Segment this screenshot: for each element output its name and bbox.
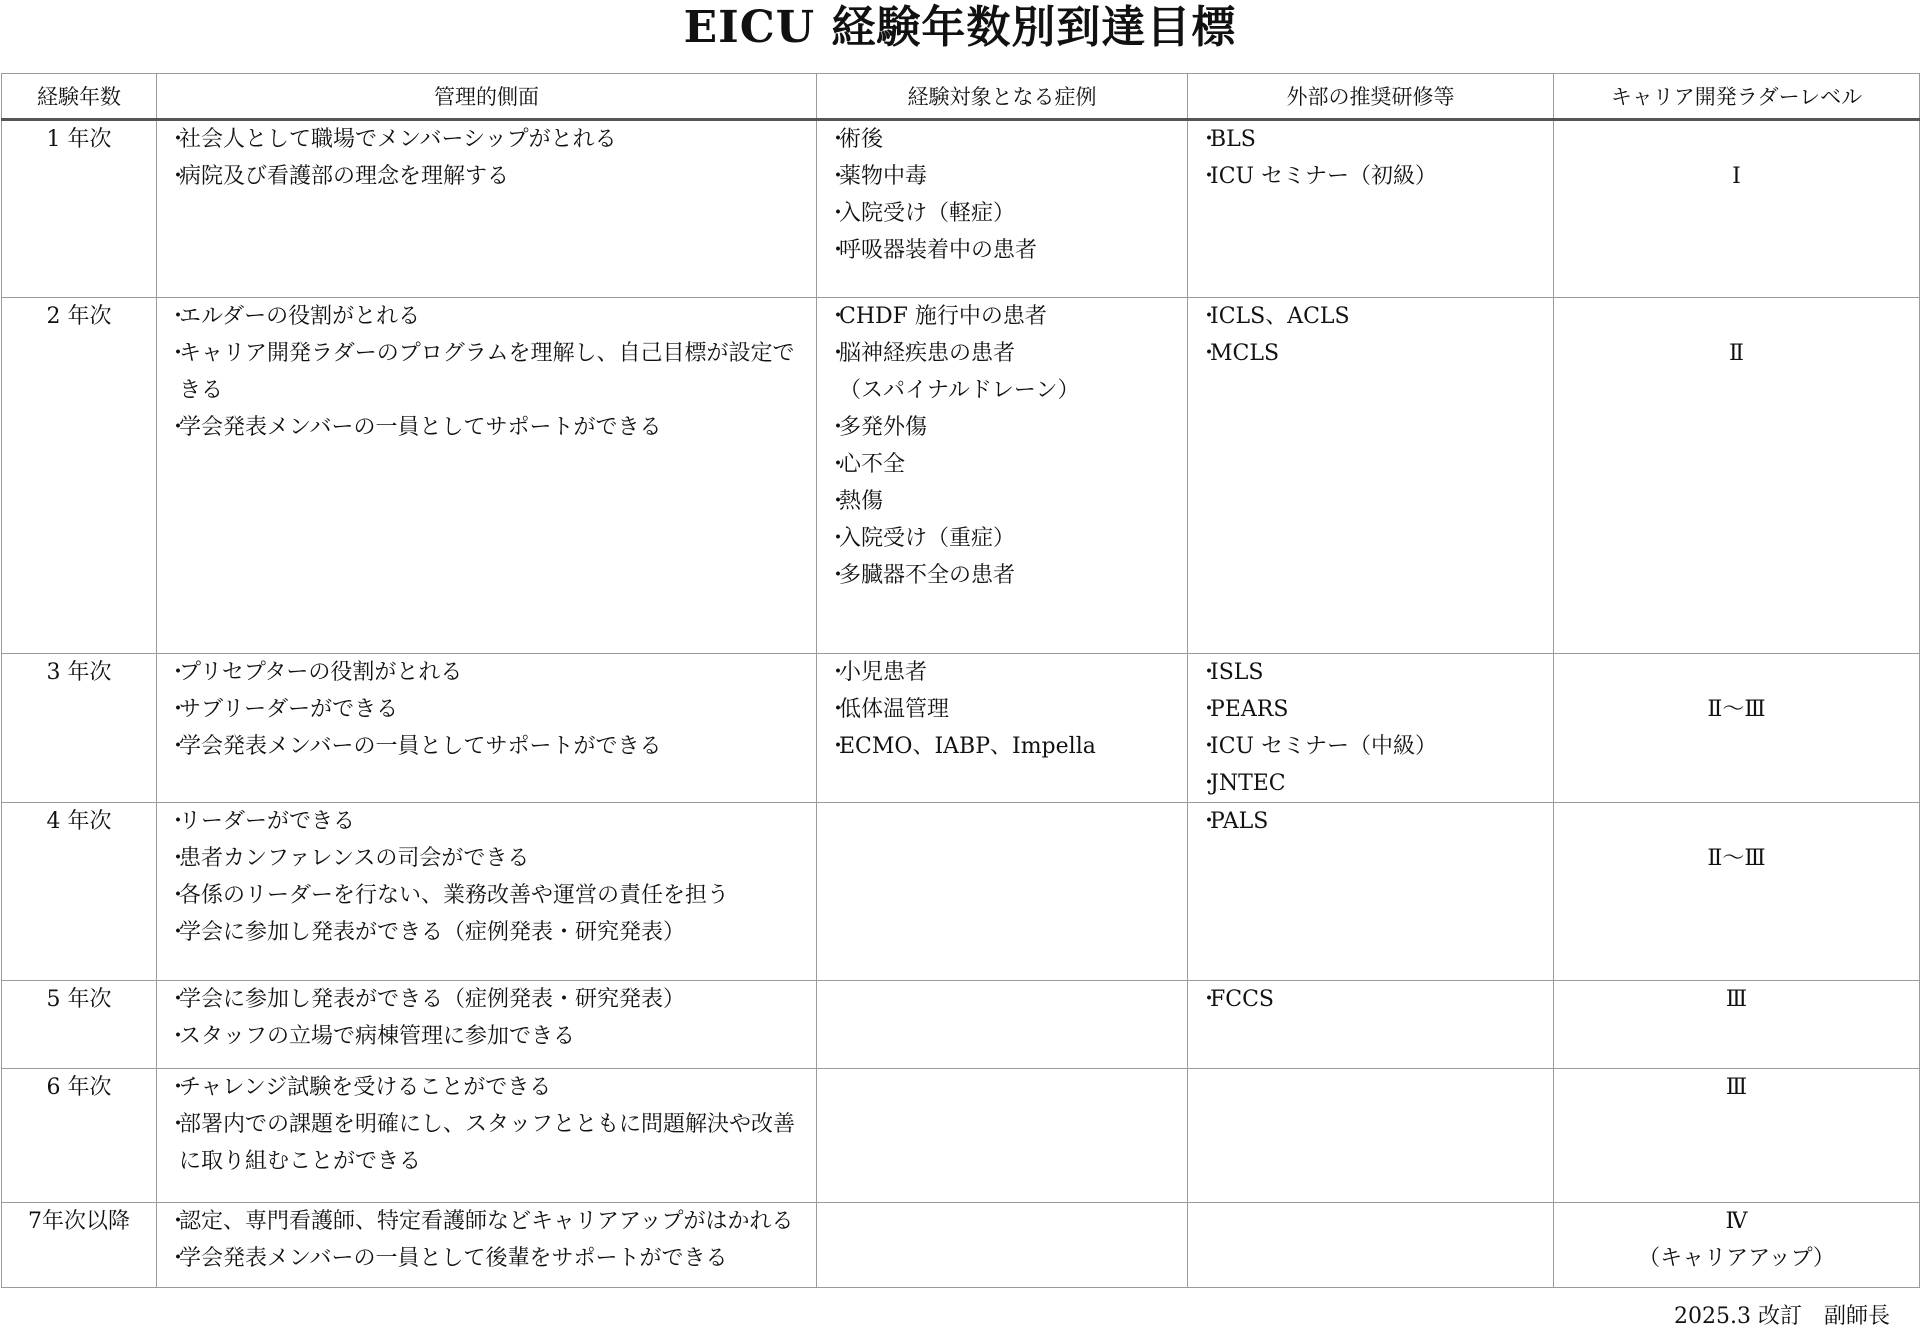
list-item: ・ ICLS、ACLS (1198, 298, 1553, 335)
level-cell (1554, 1203, 1920, 1288)
header-management: 管理的側面 (157, 74, 817, 120)
cases-cell (817, 120, 1188, 298)
list-item: ・ スタッフの立場で病棟管理に参加できる (167, 1018, 816, 1055)
cases-cell (817, 803, 1188, 981)
year-cell: 3 年次 (2, 654, 157, 803)
header-ladder: キャリア開発ラダーレベル (1554, 74, 1920, 120)
list-item: ・ プリセプターの役割がとれる (167, 654, 816, 691)
training-cell (1188, 1203, 1554, 1288)
table-row (2, 298, 1920, 654)
list-item: ・ 熱傷 (827, 483, 1187, 520)
level-value: Ⅰ (1732, 164, 1741, 189)
cases-cell (817, 654, 1188, 803)
training-cell (1188, 120, 1554, 298)
level-cell (1554, 981, 1920, 1069)
cases-cell (817, 298, 1188, 654)
list-item: ・ 多発外傷 (827, 409, 1187, 446)
year-cell: 6 年次 (2, 1069, 157, 1203)
list-item: ・ 学会に参加し発表ができる（症例発表・研究発表） (167, 981, 816, 1018)
list-item: ・ ECMO、IABP、Impella (827, 728, 1187, 765)
list-item: ・ キャリア開発ラダーのプログラムを理解し、自己目標が設定できる (167, 335, 816, 409)
list-item: ・ 入院受け（重症） (827, 520, 1187, 557)
year-cell: 5 年次 (2, 981, 157, 1069)
table-row (2, 803, 1920, 981)
table-row (2, 981, 1920, 1069)
list-item: ・ ICU セミナー（中級） (1198, 728, 1553, 765)
level-cell (1554, 654, 1920, 803)
list-item: ・ 術後 (827, 121, 1187, 158)
level-value: Ⅳ (1725, 1209, 1748, 1234)
header-training: 外部の推奨研修等 (1188, 74, 1554, 120)
list-item: ・ 学会発表メンバーの一員としてサポートができる (167, 409, 816, 446)
table-row (2, 1069, 1920, 1203)
list-item: ・ 学会に参加し発表ができる（症例発表・研究発表） (167, 914, 816, 951)
level-cell (1554, 803, 1920, 981)
list-item: ・ 認定、専門看護師、特定看護師などキャリアアップがはかれる (167, 1203, 816, 1240)
table-row (2, 120, 1920, 298)
list-item: ・ MCLS (1198, 335, 1553, 372)
list-item: ・ 心不全 (827, 446, 1187, 483)
list-item: ・ 小児患者 (827, 654, 1187, 691)
training-cell (1188, 654, 1554, 803)
training-cell (1188, 298, 1554, 654)
management-cell (157, 981, 817, 1069)
page-title: EICU 経験年数別到達目標 (683, 2, 1237, 53)
management-cell (157, 654, 817, 803)
list-item: ・ PALS (1198, 803, 1553, 840)
header-row (2, 74, 1920, 120)
revision-note: 2025.3 改訂 副師長 (1674, 1304, 1890, 1329)
level-value: Ⅲ (1725, 987, 1748, 1012)
list-item: ・ FCCS (1198, 981, 1553, 1018)
training-cell (1188, 803, 1554, 981)
list-item: ・ CHDF 施行中の患者 (827, 298, 1187, 335)
level-cell (1554, 298, 1920, 654)
level-value: Ⅱ～Ⅲ (1707, 846, 1766, 871)
list-item: ・ 呼吸器装着中の患者 (827, 232, 1187, 269)
training-cell (1188, 981, 1554, 1069)
list-item: ・ 患者カンファレンスの司会ができる (167, 840, 816, 877)
training-cell (1188, 1069, 1554, 1203)
list-item: ・ サブリーダーができる (167, 691, 816, 728)
management-cell (157, 298, 817, 654)
management-cell (157, 120, 817, 298)
list-item: ・ 多臓器不全の患者 (827, 557, 1187, 594)
table-row (2, 654, 1920, 803)
list-item: ・ 病院及び看護部の理念を理解する (167, 158, 816, 195)
level-value: Ⅲ (1725, 1075, 1748, 1100)
list-item: ・ PEARS (1198, 691, 1553, 728)
management-cell (157, 1203, 817, 1288)
list-item: ・ 学会発表メンバーの一員としてサポートができる (167, 728, 816, 765)
list-item: ・ 薬物中毒 (827, 158, 1187, 195)
list-item: ・ エルダーの役割がとれる (167, 298, 816, 335)
year-cell: 1 年次 (2, 120, 157, 298)
list-item: （スパイナルドレーン） (839, 378, 1080, 403)
level-value: Ⅱ (1729, 341, 1744, 366)
list-item: ・ BLS (1198, 121, 1553, 158)
management-cell (157, 803, 817, 981)
level-note: （キャリアアップ） (1638, 1246, 1835, 1271)
management-cell (157, 1069, 817, 1203)
header-cases: 経験対象となる症例 (817, 74, 1188, 120)
list-item: ・ 各係のリーダーを行ない、業務改善や運営の責任を担う (167, 877, 816, 914)
list-item: ・ 入院受け（軽症） (827, 195, 1187, 232)
header-years: 経験年数 (2, 74, 157, 120)
list-item: ・ ICU セミナー（初級） (1198, 158, 1553, 195)
cases-cell (817, 1069, 1188, 1203)
cases-cell (817, 1203, 1188, 1288)
year-cell: 2 年次 (2, 298, 157, 654)
year-cell: 7年次以降 (2, 1203, 157, 1288)
level-value: Ⅱ～Ⅲ (1707, 697, 1766, 722)
list-item: ・ 学会発表メンバーの一員として後輩をサポートができる (167, 1240, 816, 1277)
list-item: ・ JNTEC (1198, 765, 1553, 802)
year-cell: 4 年次 (2, 803, 157, 981)
cases-cell (817, 981, 1188, 1069)
list-item: ・ ISLS (1198, 654, 1553, 691)
level-cell (1554, 1069, 1920, 1203)
goals-table (1, 73, 1920, 1288)
list-item: ・ リーダーができる (167, 803, 816, 840)
level-cell (1554, 120, 1920, 298)
list-item: ・ チャレンジ試験を受けることができる (167, 1069, 816, 1106)
list-item: ・ 低体温管理 (827, 691, 1187, 728)
table-row (2, 1203, 1920, 1288)
list-item: ・ 脳神経疾患の患者 (827, 335, 1187, 372)
list-item: ・ 部署内での課題を明確にし、スタッフとともに問題解決や改善に取り組むことができる (167, 1106, 816, 1180)
list-item: ・ 社会人として職場でメンバーシップがとれる (167, 121, 816, 158)
